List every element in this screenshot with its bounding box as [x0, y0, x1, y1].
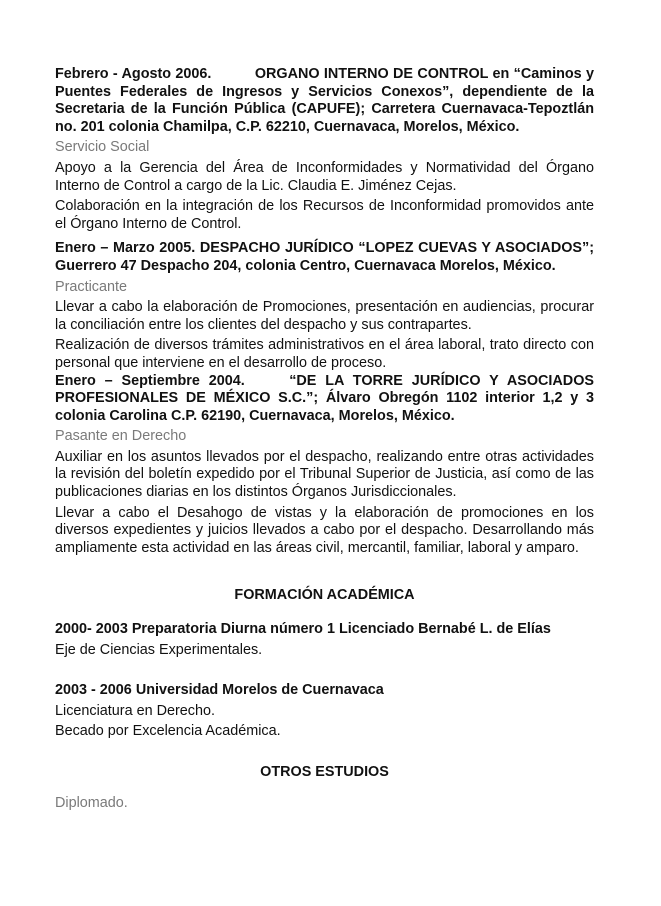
education-line: Licenciatura en Derecho.	[55, 702, 215, 719]
experience-heading	[55, 66, 594, 136]
experience-duty: Colaboración en la integración de los Recursos de Inconformidad promovidos ante el Órgano Interno de Control.	[55, 198, 594, 232]
experience-entry	[55, 66, 594, 233]
education-entry	[55, 682, 594, 741]
experience-entry	[55, 373, 594, 558]
experience-duty: Apoyo a la Gerencia del Área de Inconformidades y Normatividad del Órgano Interno de Control a cargo de la Lic. Claudia E. Jiménez Cejas.	[55, 159, 594, 194]
resume-content	[55, 66, 594, 812]
experience-duty: Llevar a cabo la elaboración de Promociones, presentación en audiencias, procurar la conciliación entre los clientes del despacho y sus contrapartes.	[55, 299, 594, 333]
experience-entry	[55, 240, 594, 372]
education-line: Eje de Ciencias Experimentales.	[55, 641, 263, 658]
experience-duty: Llevar a cabo el Desahogo de vistas y la elaboración de promociones en los diversos expedientes y juicios llevados a cabo por el despacho. Desarrollando más ampliamente esta actividad en las áreas civil, mercantil, familiar, laboral y amparo.	[55, 504, 594, 556]
experience-dates: Enero – Marzo 2005.	[55, 240, 196, 257]
experience-organization: ORGANO INTERNO DE CONTROL en “Caminos y Puentes Federales de Ingresos y Servicios Conexos”, dependiente de la Secretaria de la Función Pública (CAPUFE); Carretera Cuernavaca-Tepoztlán no. 201 colonia Chamilpa, C.P. 62210, Cuernavaca, Morelos, México.	[55, 66, 594, 135]
experience-dates: Febrero - Agosto 2006.	[55, 66, 212, 82]
experience-role: Servicio Social	[55, 139, 150, 156]
education-line: Becado por Excelencia Académica.	[55, 723, 281, 740]
experience-heading	[55, 373, 594, 426]
experience-duty: Auxiliar en los asuntos llevados por el despacho, realizando entre otras actividades la revisión del boletín expedido por el Tribunal Superior de Justicia, así como de las publicaciones diarias en los distintos Órganos Jurisdiccionales.	[55, 448, 594, 501]
experience-heading	[55, 240, 594, 275]
experience-organization: DESPACHO JURÍDICO “LOPEZ CUEVAS Y ASOCIADOS”; Guerrero 47 Despacho 204, colonia Centro, Cuernavaca Morelos, México.	[55, 240, 594, 274]
other-studies-line: Diplomado.	[55, 794, 128, 811]
experience-role: Practicante	[55, 278, 127, 295]
experience-duty: Realización de diversos trámites administrativos en el área laboral, trato directo con personal que interviene en el desarrollo de proceso.	[55, 337, 594, 371]
experience-role: Pasante en Derecho	[55, 428, 187, 445]
education-heading: 2003 - 2006 Universidad Morelos de Cuernavaca	[55, 682, 384, 699]
education-title: FORMACIÓN ACADÉMICA	[234, 587, 415, 604]
education-entry	[55, 621, 594, 659]
education-heading: 2000- 2003 Preparatoria Diurna número 1 Licenciado Bernabé L. de Elías	[55, 621, 551, 638]
experience-dates: Enero – Septiembre 2004.	[55, 372, 245, 389]
other-studies-title: OTROS ESTUDIOS	[260, 764, 389, 780]
experience-organization: “DE LA TORRE JURÍDICO Y ASOCIADOS PROFESIONALES DE MÉXICO S.C.”; Álvaro Obregón 1102 interior 1,2 y 3 colonia Carolina C.P. 62190, Cuernavaca, Morelos, México.	[55, 372, 594, 424]
